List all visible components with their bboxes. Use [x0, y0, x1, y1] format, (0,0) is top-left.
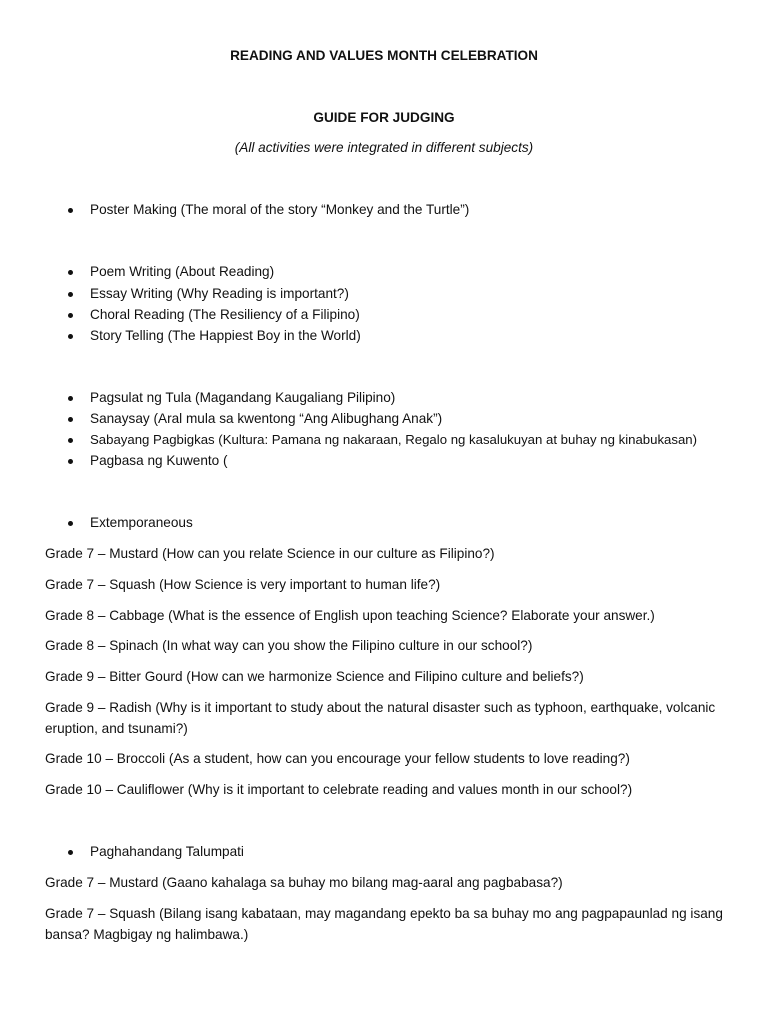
- section-heading-text: Paghahandang Talumpati: [90, 844, 244, 859]
- topic-item: Grade 8 – Cabbage (What is the essence of English upon teaching Science? Elaborate your answer.): [45, 608, 655, 623]
- bullet-icon: [68, 270, 73, 275]
- topic-item: Grade 7 – Mustard (How can you relate Science in our culture as Filipino?): [45, 546, 495, 561]
- topic-item: Grade 7 – Mustard (Gaano kahalaga sa buhay mo bilang mag-aaral ang pagbabasa?): [45, 875, 563, 890]
- bullet-icon: [68, 417, 73, 422]
- list-item-text: Essay Writing (Why Reading is important?): [90, 286, 349, 301]
- document-note: (All activities were integrated in different subjects): [234, 140, 534, 155]
- list-item-text: Sabayang Pagbigkas (Kultura: Pamana ng nakaraan, Regalo ng kasalukuyan at buhay ng kinabukasan): [90, 432, 698, 447]
- bullet-icon: [68, 208, 73, 213]
- bullet-icon: [68, 313, 73, 318]
- topic-item: Grade 10 – Broccoli (As a student, how can you encourage your fellow students to love reading?): [45, 751, 630, 766]
- list-item-text: Story Telling (The Happiest Boy in the World): [90, 328, 361, 343]
- list-item-text: Poster Making (The moral of the story “Monkey and the Turtle”): [90, 202, 470, 217]
- section-heading-text: Extemporaneous: [90, 515, 193, 530]
- list-item-text: Choral Reading (The Resiliency of a Filipino): [90, 307, 360, 322]
- bullet-icon: [68, 521, 73, 526]
- bullet-icon: [68, 459, 73, 464]
- topic-item: Grade 7 – Squash (How Science is very important to human life?): [45, 577, 441, 592]
- list-item-text: Pagbasa ng Kuwento (: [90, 453, 228, 468]
- list-item-text: Pagsulat ng Tula (Magandang Kaugaliang Pilipino): [90, 390, 396, 405]
- topic-item: Grade 9 – Radish (Why is it important to study about the natural disaster such as typhoon, earthquake, volcanic eruption, and tsunami?): [45, 700, 716, 736]
- topic-item: Grade 9 – Bitter Gourd (How can we harmonize Science and Filipino culture and beliefs?): [45, 669, 584, 684]
- document-title: READING AND VALUES MONTH CELEBRATION: [230, 48, 538, 63]
- bullet-icon: [68, 850, 73, 855]
- topic-item: Grade 8 – Spinach (In what way can you show the Filipino culture in our school?): [45, 638, 533, 653]
- document-subtitle: GUIDE FOR JUDGING: [313, 110, 455, 125]
- bullet-icon: [68, 438, 73, 443]
- bullet-icon: [68, 292, 73, 297]
- topic-item: Grade 7 – Squash (Bilang isang kabataan, may magandang epekto ba sa buhay mo ang pagpapaunlad ng isang bansa? Magbigay ng halimbawa.): [45, 906, 723, 942]
- bullet-icon: [68, 334, 73, 339]
- list-item-text: Sanaysay (Aral mula sa kwentong “Ang Alibughang Anak”): [90, 411, 443, 426]
- topic-item: Grade 10 – Cauliflower (Why is it important to celebrate reading and values month in our school?): [45, 782, 633, 797]
- bullet-icon: [68, 396, 73, 401]
- list-item-text: Poem Writing (About Reading): [90, 264, 275, 279]
